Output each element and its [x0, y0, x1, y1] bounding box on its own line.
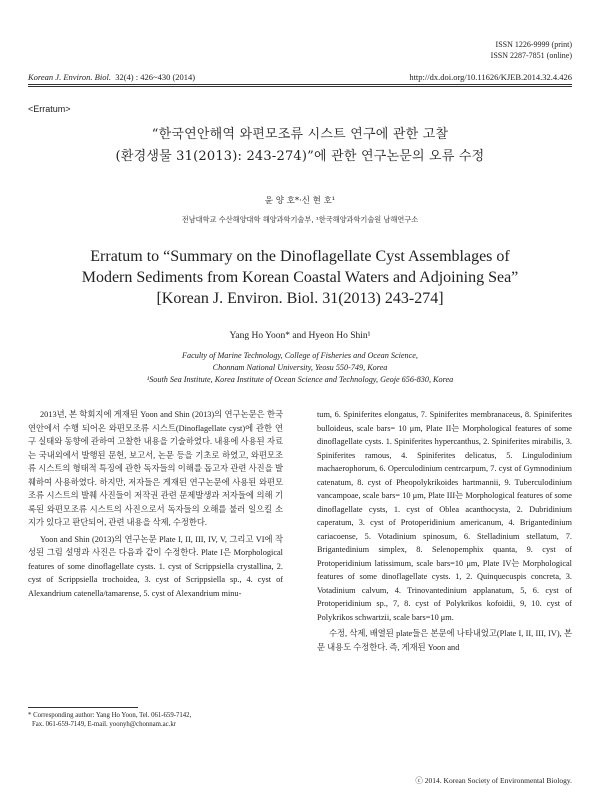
affiliation-line2: Chonnam National University, Yeosu 550-749, Korea — [212, 363, 388, 372]
article-type-label: <Erratum> — [28, 104, 71, 114]
copyright-notice: ⓒ 2014. Korean Society of Environmental Biology. — [415, 776, 572, 785]
korean-title-line1: “한국연안해역 와편모조류 시스트 연구에 관한 고찰 — [151, 127, 449, 142]
body-right-column — [317, 408, 572, 657]
header-rule-top — [28, 84, 572, 85]
english-authors: Yang Ho Yoon* and Hyeon Ho Shin¹ — [229, 331, 371, 341]
affiliation-line3: ¹South Sea Institute, Korea Institute of Ocean Science and Technology, Geoje 656-830, Korea — [146, 375, 454, 384]
journal-citation — [28, 72, 195, 82]
body-left-column — [28, 408, 283, 603]
english-title-line1: Erratum to “Summary on the Dinoflagellate Cyst Assemblages of — [90, 248, 510, 265]
corresponding-author-footnote — [28, 711, 288, 729]
body-paragraph-plates-cont: tum, 6. Spiniferites elongatus, 7. Spiniferites membranaceus, 8. Spiniferites bulloideus, scale bars= 10 μm, Plate II는 Morphological features of some dinoflagellate cysts. 1. Spiniferites hypercanthus, 2. Spiniferites mirabilis, 3. Spiniferites ramous, 4. Spiniferites delicatus, 5. Lingulodinium machaerophorum, 6. Operculodinium centrcarpum, 7. cyst of Gymnodinium catenatum, 8. cyst of Pheopolykrikoides hartmannii, 9. Tuberculodinium vancampoae, scale bars= 10 μm, Plate III는 Morphological features of some dinoflagellate cysts, 1. cyst of Oblea acanthocysta, 2. Dubridinium caperatum, 3. cyst of Protoperidinium americanum, 4. Brigantedinium cariacoense, 5. Votadinium spinosum, 6. Stelladinium stellatum, 7. Brigantedinium simplex, 8. Selenopemphix quanta, 9. cyst of Protoperidinium latissimum, scale bars=10 μm, Plate IV는 Morphological features of some dinoflagellate cysts. 1, 2. Quinquecuspis concreta, 3. Votadinium calvum, 4. Trinovantedinium applanatum, 5, 6. cyst of Protoperidinium sp., 7, 8. cyst of Polykrikos kofoidii, 9, 10. cyst of Polykrikos schwartzii, scale bars=10 μm. — [317, 410, 572, 622]
issn-online: ISSN 2287-7851 (online) — [490, 51, 572, 60]
footnote-rule — [28, 707, 138, 708]
korean-affiliation: 전남대학교 수산해양대학 해양과학기술부, ¹한국해양과학기술원 남해연구소 — [181, 215, 419, 224]
korean-title-line2: (환경생물 31(2013): 243-274)”에 관한 연구논문의 오류 수정 — [115, 149, 485, 164]
footnote-line1: * Corresponding author: Yang Ho Yoon, Tel. 061-659-7142, — [28, 712, 192, 719]
english-affiliation — [0, 350, 600, 386]
body-paragraph-intro: 2013년, 본 학회지에 게재된 Yoon and Shin (2013)의 연구논문은 한국연안에서 수행 되어온 와편모조류 시스트(Dinoflagellate cyst)에 관한 연구 실태와 동향에 관하여 고찰한 내용을 기술하였다. 내용에 사용된 자료는 국내외에서 발행된 문헌, 보고서, 논문 등을 기초로 하였고, 와편모조류 시스트의 형태적 특징에 관한 독자들의 이해를 돕고자 관련 사진을 발췌하여 사용하였다. 하지만, 저자들은 게재된 연구논문에 사용된 와편모조류 시스트의 발췌 사진들이 저작권 관련 문제발생과 저자들에 의해 기록된 와편모조류 시스트의 사진으로서 독자들의 오해를 불러 일으킬 소지가 있다고 판단되어, 관련 내용을 삭제, 수정한다. — [28, 410, 283, 527]
english-title — [0, 246, 600, 309]
affiliation-line1: Faculty of Marine Technology, College of Fisheries and Ocean Science, — [182, 351, 418, 360]
issn-print: ISSN 1226-9999 (print) — [495, 40, 572, 49]
footnote-line2: Fax. 061-659-7149, E-mail. yoonyh@chonnam.ac.kr — [32, 721, 177, 728]
journal-name: Korean J. Environ. Biol. — [28, 72, 111, 82]
running-header — [28, 72, 572, 82]
korean-authors: 윤 양 호*·신 현 호¹ — [264, 196, 336, 206]
korean-title — [0, 124, 600, 168]
body-paragraph-plates: Yoon and Shin (2013)의 연구논문 Plate I, II, III, IV, V, 그리고 VI에 작성된 그림 설명과 사진은 다음과 같이 수정한다. Plate I은 Morphological features of some dinoflagellate cysts. 1. cyst of Scrippsiella crystallina, 2. cyst of Scrippsiella trochoidea, 3. cyst of Scrippsiella sp., 4. cyst of Alexandrium catenella/tamarense, 5. cyst of Alexandrium minu- — [28, 534, 283, 598]
doi-link[interactable]: http://dx.doi.org/10.11626/KJEB.2014.32.4.426 — [409, 72, 572, 82]
body-paragraph-revision: 수정, 삭제, 배열된 plate들은 본문에 나타내었고(Plate I, II, III, IV), 본문 내용도 수정한다. 즉, 게재된 Yoon and — [317, 629, 572, 652]
volume-pages: 32(4) : 426~430 (2014) — [115, 72, 196, 82]
english-title-line3: [Korean J. Environ. Biol. 31(2013) 243-274] — [156, 290, 444, 307]
english-title-line2: Modern Sediments from Korean Coastal Waters and Adjoining Sea” — [81, 269, 519, 286]
header-rule-bottom — [28, 86, 572, 87]
